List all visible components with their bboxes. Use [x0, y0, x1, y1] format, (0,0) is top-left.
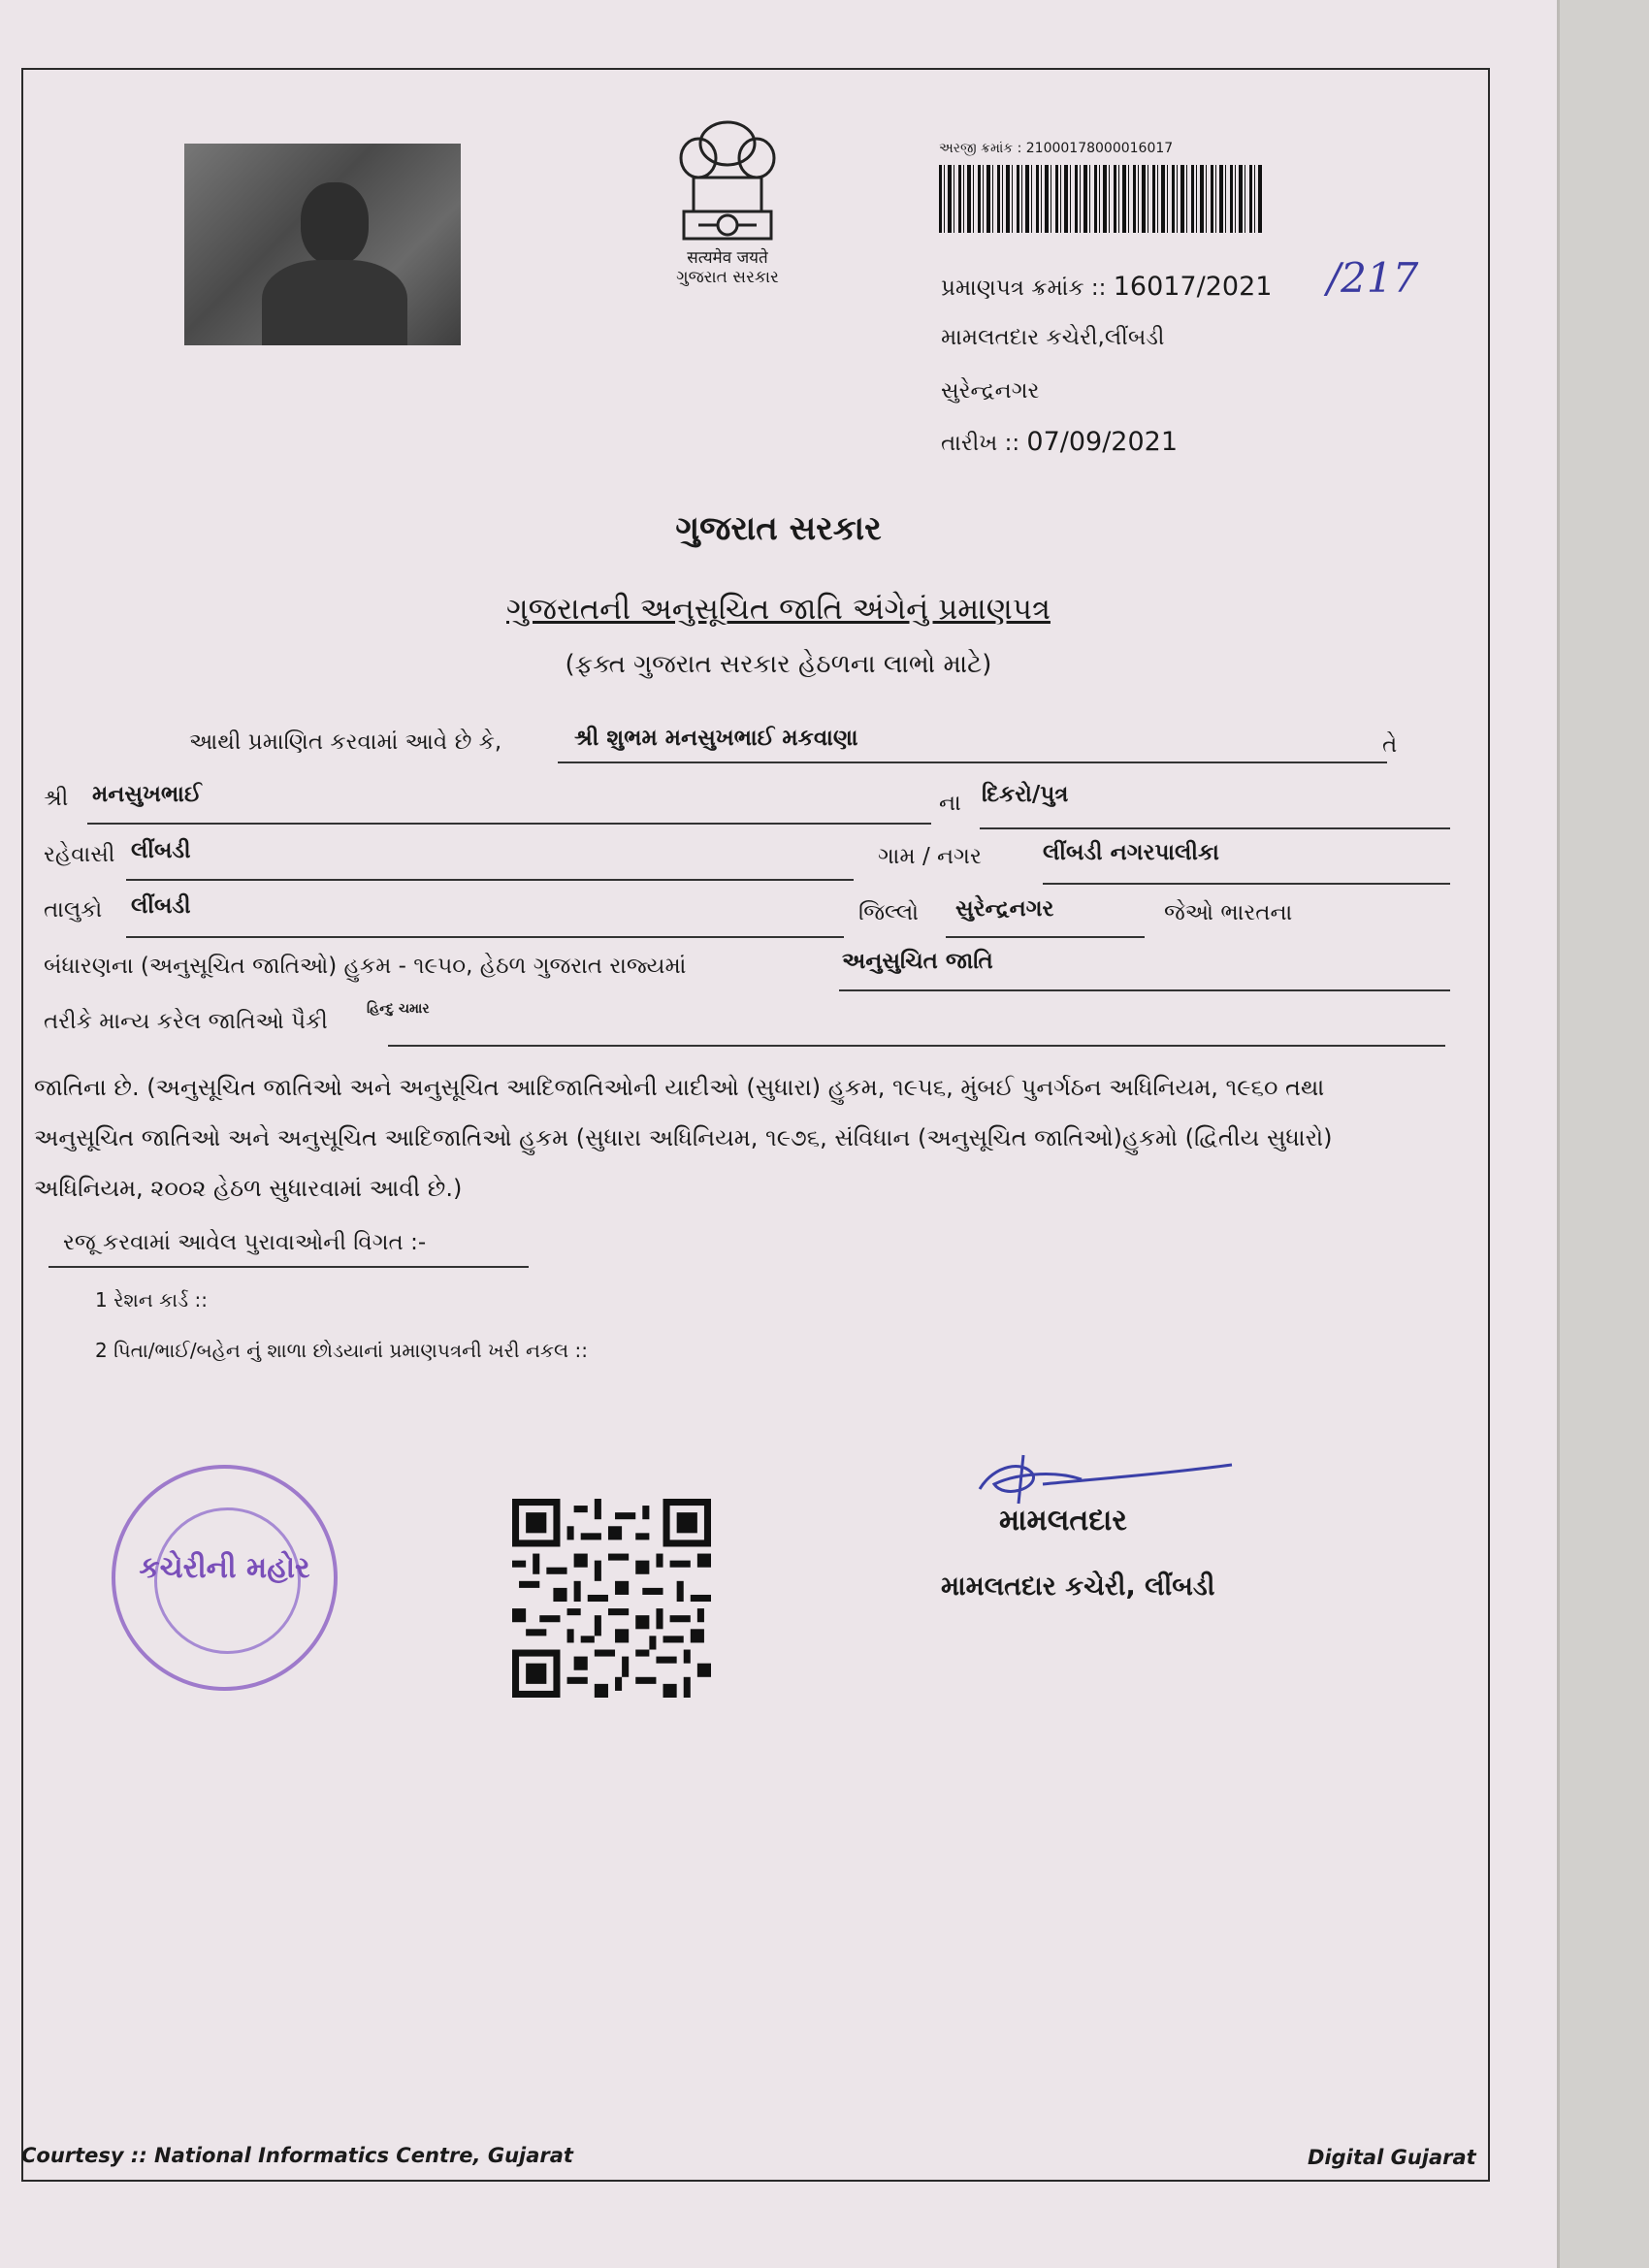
certificate-title: ગુજરાતની અનુસૂચિત જાતિ અંગેનું પ્રમાણપત્ર: [506, 592, 1051, 627]
office-stamp: કચેરીની મહોર: [112, 1465, 338, 1691]
emblem-caption: सत्यमेव जयते ગુજરાત સરકાર: [676, 248, 779, 287]
issuing-office: મામલતદાર કચેરી,લીંબડી: [941, 325, 1165, 350]
evidence-item: 1 રેશન કાર્ડ ::: [95, 1288, 208, 1312]
footer-digital-gujarat: Digital Gujarat: [1308, 2146, 1476, 2169]
certificate-number: 16017/2021: [1113, 272, 1273, 302]
issue-date-row: તારીખ :: 07/09/2021: [941, 427, 1179, 457]
evidence-item: 2 પિતા/ભાઈ/બહેન નું શાળા છોડયાનાં પ્રમાણપત્રની ખરી નકલ ::: [95, 1339, 588, 1362]
holder-name: શ્રી શુભમ મનસુખભાઈ મકવાણા: [574, 726, 858, 751]
application-number: અરજી ક્રમાંક : 21000178000016017: [939, 141, 1174, 156]
page-edge: [1557, 0, 1649, 2268]
father-name: મનસુખભાઈ: [92, 782, 202, 807]
barcode: [939, 165, 1264, 233]
caste: હિન્દુ ચમાર: [367, 1001, 430, 1017]
footer-courtesy: Courtesy :: National Informatics Centre, Gujarat: [21, 2144, 573, 2167]
national-emblem-icon: [655, 105, 800, 250]
resident-of: લીંબડી: [131, 838, 191, 863]
signatory-office: મામલતદાર કચેરી, લીંબડી: [941, 1571, 1215, 1602]
relation: દિકરો/પુત્ર: [982, 782, 1069, 807]
category: અનુસુચિત જાતિ: [842, 949, 993, 974]
intro-text: આથી પ્રમાણિત કરવામાં આવે છે કે,: [189, 729, 502, 755]
taluka: લીંબડી: [131, 893, 191, 919]
applicant-photo: [184, 144, 461, 345]
evidence-heading: રજૂ કરવામાં આવેલ પુરાવાઓની વિગત :-: [63, 1230, 427, 1255]
qr-code: [512, 1499, 711, 1698]
issuing-district: સુરેન્દ્રનગર: [941, 378, 1040, 404]
handwritten-number: /217: [1327, 254, 1419, 302]
district: સુરેન્દ્રનગર: [955, 896, 1054, 922]
certificate-number-row: પ્રમાણપત્ર ક્રમાંક :: 16017/2021: [941, 272, 1273, 302]
signatory-title: મામલતદાર: [999, 1504, 1127, 1538]
certificate-note: (ફક્ત ગુજરાત સરકાર હેઠળના લાભો માટે): [565, 650, 992, 679]
village-town: લીંબડી નગરપાલીકા: [1043, 840, 1219, 865]
government-title: ગુજરાત સરકાર: [675, 509, 882, 548]
issue-date: 07/09/2021: [1026, 427, 1179, 457]
legal-paragraph: જાતિના છે. (અનુસૂચિત જાતિઓ અને અનુસૂચિત આદિજાતિઓની યાદીઓ (સુધારા) હુકમ, ૧૯૫૬, મુંબઈ પુનર્ગઠન અધિનિયમ, ૧૯૬૦ તથા અનુસૂચિત જાતિઓ અને અનુસૂચિત આદિજાતિઓ હુકમ (સુધારા અધિનિયમ, ૧૯૭૬, સંવિધાન (અનુસૂચિત જાતિઓ)હુકમો (દ્વિતીય સુધારો) અધિનિયમ, ૨૦૦૨ હેઠળ સુધારવામાં આવી છે.): [34, 1074, 1333, 1202]
